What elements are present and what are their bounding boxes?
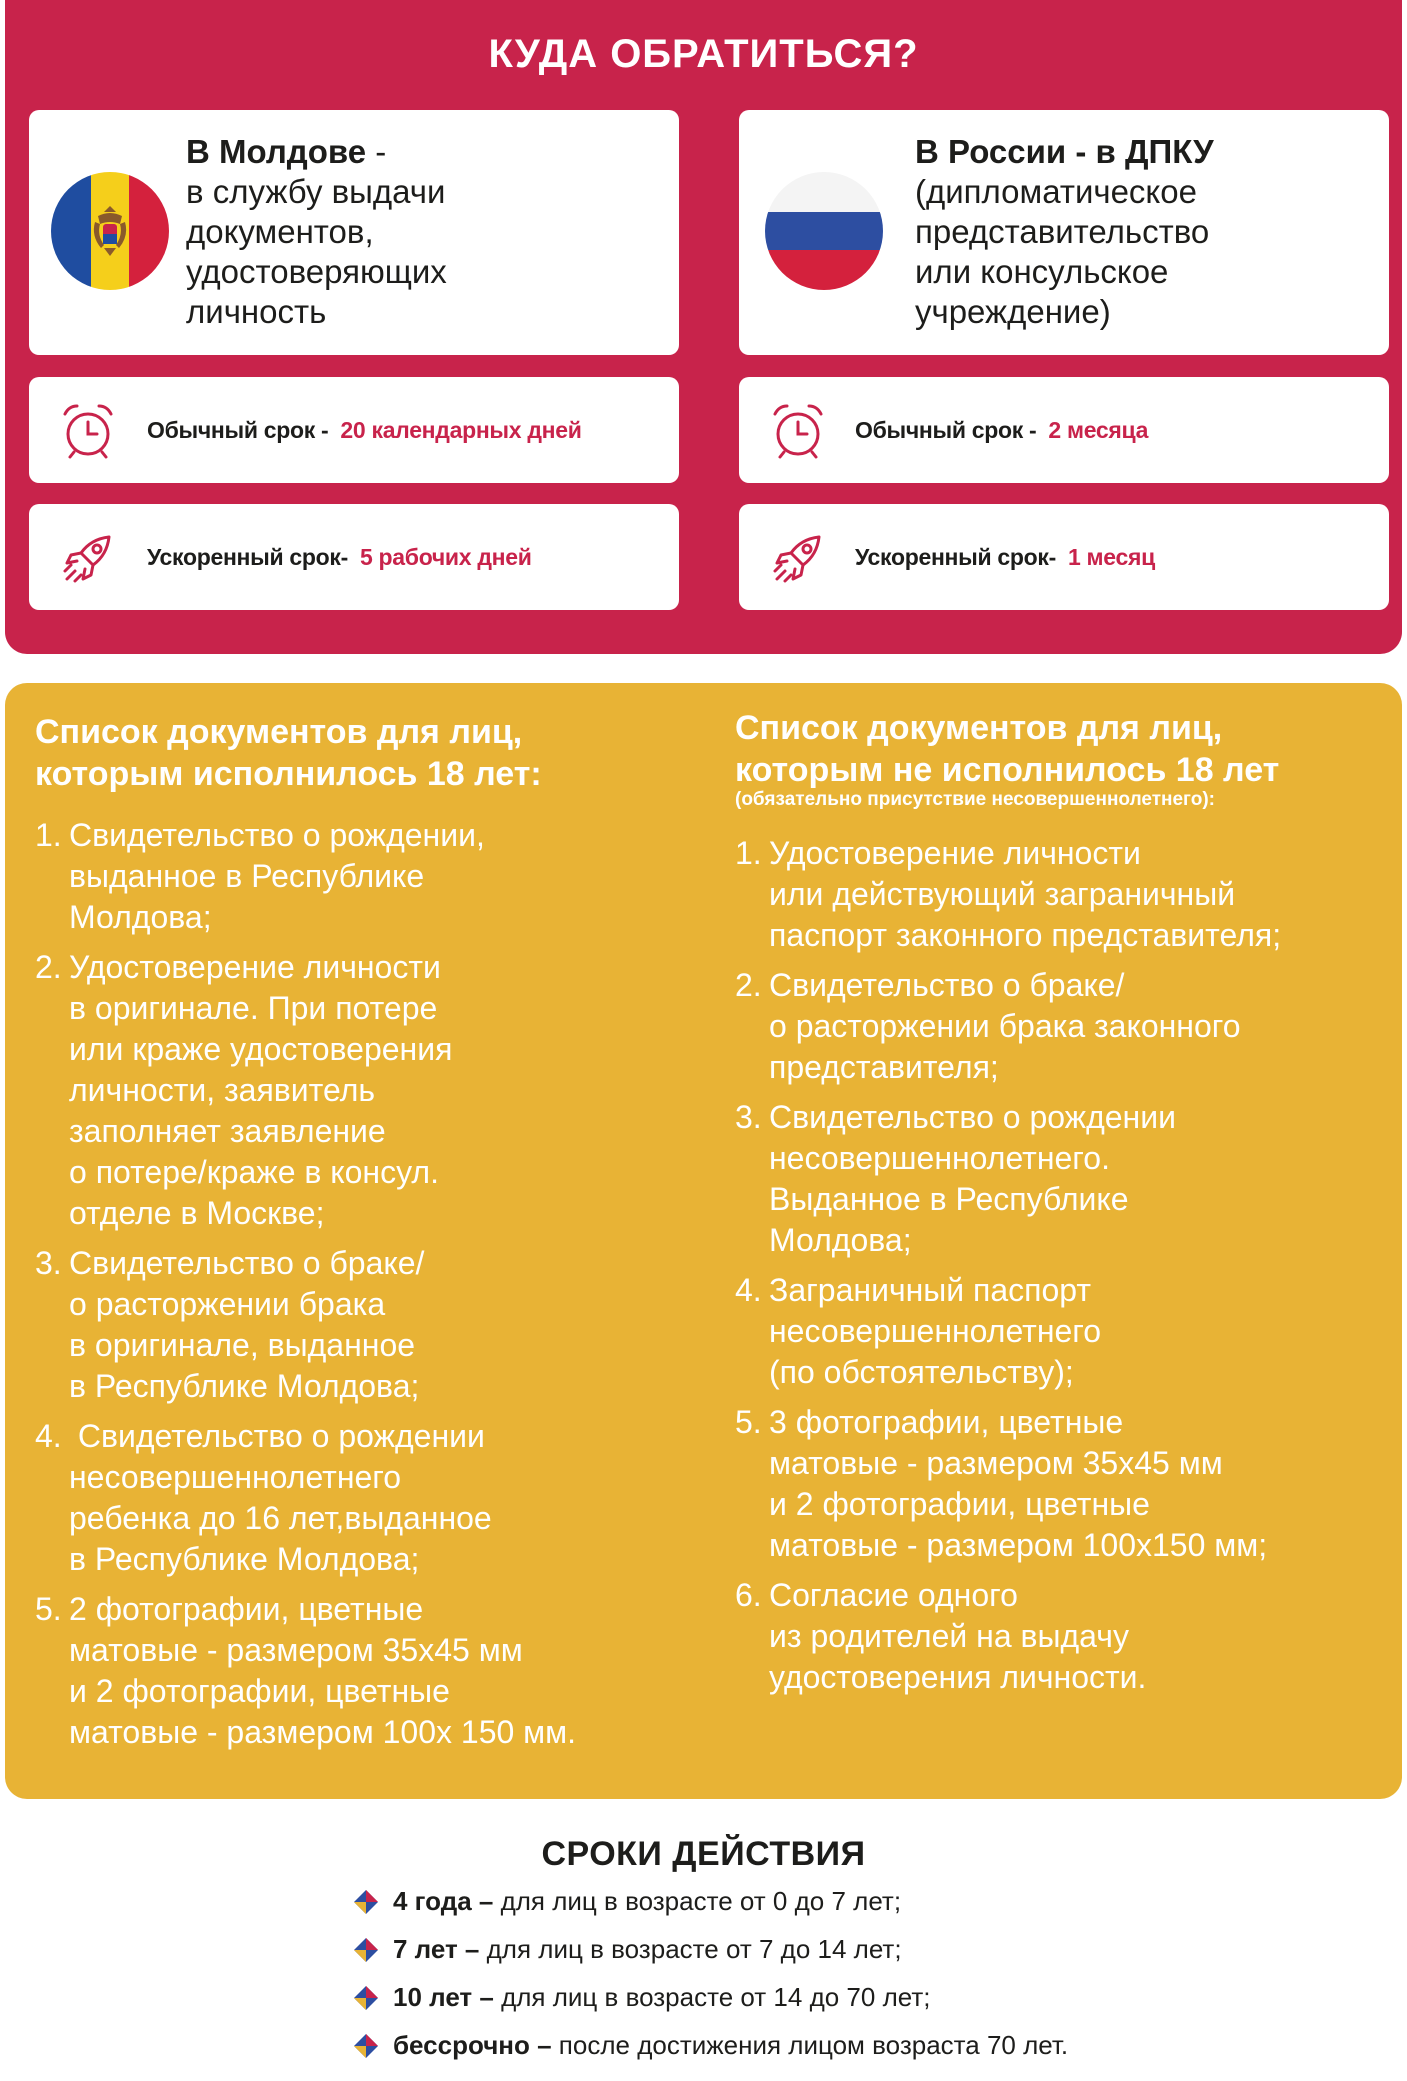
validity-period: 10 лет – xyxy=(393,1982,494,2012)
item-number: 3. xyxy=(735,1099,762,1135)
russia-line: представительство xyxy=(915,213,1210,250)
moldova-normal-term-card xyxy=(29,377,679,483)
moldova-fast-term-card xyxy=(29,504,679,610)
item-line: и 2 фотографии, цветные xyxy=(769,1486,1150,1522)
item-line: матовые - размером 35х45 мм xyxy=(769,1445,1223,1481)
validity-period: 4 года – xyxy=(393,1886,494,1916)
list-item xyxy=(35,1243,675,1407)
item-number: 5. xyxy=(735,1404,762,1440)
term-value: 5 рабочих дней xyxy=(359,543,532,570)
item-line: 3 фотографии, цветные xyxy=(769,1404,1124,1440)
minor-docs-list xyxy=(735,833,1385,1698)
russia-normal-term xyxy=(855,377,1148,483)
moldova-card xyxy=(29,110,679,355)
validity-item xyxy=(353,1934,1068,1982)
item-line: и 2 фотографии, цветные xyxy=(69,1673,450,1709)
heading-line: которым не исполнилось 18 лет xyxy=(735,751,1280,789)
validity-desc: для лиц в возрасте от 7 до 14 лет; xyxy=(479,1934,902,1964)
alarm-clock-icon xyxy=(59,402,117,460)
moldova-dash: - xyxy=(366,133,387,170)
moldova-fast-term xyxy=(147,504,532,610)
term-label: Ускоренный срок- xyxy=(147,543,348,570)
adult-docs-heading xyxy=(35,711,675,795)
russia-where-text xyxy=(915,132,1375,332)
item-line: матовые - размером 100х 150 мм. xyxy=(69,1714,577,1750)
item-line: Свидетельство о рождении xyxy=(769,1099,1176,1135)
russia-fast-term-card xyxy=(739,504,1389,610)
moldova-normal-term xyxy=(147,377,582,483)
item-line: о потере/краже в консул. xyxy=(69,1154,439,1190)
list-item xyxy=(735,1575,1385,1698)
item-line: удостоверения личности. xyxy=(769,1659,1147,1695)
item-number: 2. xyxy=(35,949,62,985)
item-line: 2 фотографии, цветные xyxy=(69,1591,424,1627)
item-line: (по обстоятельству); xyxy=(769,1354,1074,1390)
list-item xyxy=(35,815,675,938)
moldova-line: личность xyxy=(186,293,327,330)
adult-docs-list xyxy=(35,815,675,1753)
item-line: или действующий заграничный xyxy=(769,876,1236,912)
item-line: или краже удостоверения xyxy=(69,1031,453,1067)
minor-docs-note: (обязательно присутствие несовершеннолетнего): xyxy=(735,789,1215,810)
item-line: Молдова; xyxy=(769,1222,912,1258)
diamond-bullet-icon xyxy=(353,1985,379,2011)
rocket-icon xyxy=(59,529,117,587)
item-line: Свидетельство о рождении xyxy=(69,1418,485,1454)
item-line: ребенка до 16 лет,выданное xyxy=(69,1500,492,1536)
item-number: 1. xyxy=(735,835,762,871)
documents-panel xyxy=(5,683,1402,1799)
moldova-country-label: В Молдове xyxy=(186,133,367,170)
item-line: паспорт законного представителя; xyxy=(769,917,1282,953)
list-item xyxy=(735,1270,1385,1393)
item-line: о расторжении брака законного xyxy=(769,1008,1241,1044)
term-label: Обычный срок - xyxy=(855,416,1037,443)
validity-period: бессрочно – xyxy=(393,2030,552,2060)
term-value: 2 месяца xyxy=(1048,416,1149,443)
item-line: Удостоверение личности xyxy=(69,949,441,985)
moldova-flag-icon xyxy=(51,172,169,290)
item-number: 3. xyxy=(35,1245,62,1281)
term-value: 20 календарных дней xyxy=(340,416,582,443)
diamond-bullet-icon xyxy=(353,1889,379,1915)
item-number: 4. xyxy=(735,1272,762,1308)
russia-flag-icon xyxy=(765,172,883,290)
item-line: из родителей на выдачу xyxy=(769,1618,1129,1654)
moldova-line: удостоверяющих xyxy=(186,253,447,290)
item-line: в Республике Молдова; xyxy=(69,1541,420,1577)
term-value: 1 месяц xyxy=(1067,543,1155,570)
moldova-where-text xyxy=(186,132,666,332)
list-item xyxy=(735,1097,1385,1261)
validity-desc: для лиц в возрасте от 14 до 70 лет; xyxy=(493,1982,931,2012)
russia-country-label: В России - в ДПКУ xyxy=(915,133,1214,170)
item-line: о расторжении брака xyxy=(69,1286,386,1322)
where-to-apply-panel xyxy=(5,0,1402,654)
item-line: в Республике Молдова; xyxy=(69,1368,420,1404)
heading-line: Список документов для лиц, xyxy=(735,709,1223,747)
item-line: матовые - размером 100х150 мм; xyxy=(769,1527,1268,1563)
moldova-line: в службу выдачи xyxy=(186,173,446,210)
russia-normal-term-card xyxy=(739,377,1389,483)
minor-documents xyxy=(735,707,1385,1707)
item-number: 6. xyxy=(735,1577,762,1613)
list-item xyxy=(35,1416,675,1580)
list-item xyxy=(735,965,1385,1088)
item-line: в оригинале. При потере xyxy=(69,990,438,1026)
validity-desc: для лиц в возрасте от 0 до 7 лет; xyxy=(493,1886,902,1916)
item-line: Свидетельство о браке/ xyxy=(769,967,1125,1003)
item-line: несовершеннолетнего xyxy=(769,1313,1102,1349)
adult-documents xyxy=(35,711,675,1762)
item-line: выданное в Республике xyxy=(69,858,425,894)
term-label: Обычный срок - xyxy=(147,416,329,443)
validity-item xyxy=(353,1886,1068,1934)
item-line: в оригинале, выданное xyxy=(69,1327,416,1363)
moldova-line: документов, xyxy=(186,213,374,250)
rocket-icon xyxy=(769,529,827,587)
item-number: 5. xyxy=(35,1591,62,1627)
russia-line: учреждение) xyxy=(915,293,1111,330)
heading-line: Список документов для лиц, xyxy=(35,713,523,751)
item-line: матовые - размером 35х45 мм xyxy=(69,1632,523,1668)
item-line: Свидетельство о браке/ xyxy=(69,1245,425,1281)
list-item xyxy=(35,947,675,1234)
item-line: личности, заявитель xyxy=(69,1072,376,1108)
list-item xyxy=(35,1589,675,1753)
diamond-bullet-icon xyxy=(353,2033,379,2059)
item-number: 4. xyxy=(35,1418,62,1454)
validity-item xyxy=(353,1982,1068,2030)
list-item xyxy=(735,833,1385,956)
validity-item xyxy=(353,2030,1068,2078)
list-item xyxy=(735,1402,1385,1566)
item-line: отделе в Москве; xyxy=(69,1195,325,1231)
item-line: Заграничный паспорт xyxy=(769,1272,1092,1308)
diamond-bullet-icon xyxy=(353,1937,379,1963)
item-line: заполняет заявление xyxy=(69,1113,386,1149)
validity-desc: после достижения лицом возраста 70 лет. xyxy=(551,2030,1069,2060)
item-line: Удостоверение личности xyxy=(769,835,1141,871)
russia-line: или консульское xyxy=(915,253,1169,290)
item-line: представителя; xyxy=(769,1049,999,1085)
minor-docs-heading xyxy=(735,707,1385,791)
russia-fast-term xyxy=(855,504,1155,610)
item-number: 1. xyxy=(35,817,62,853)
alarm-clock-icon xyxy=(769,402,827,460)
item-line: Выданное в Республике xyxy=(769,1181,1129,1217)
item-line: Свидетельство о рождении, xyxy=(69,817,485,853)
item-line: несовершеннолетнего xyxy=(69,1459,402,1495)
term-label: Ускоренный срок- xyxy=(855,543,1056,570)
heading-line: которым исполнилось 18 лет: xyxy=(35,755,542,793)
item-line: Молдова; xyxy=(69,899,212,935)
item-line: Согласие одного xyxy=(769,1577,1018,1613)
item-line: несовершеннолетнего. xyxy=(769,1140,1110,1176)
validity-list xyxy=(353,1886,1068,2078)
russia-card xyxy=(739,110,1389,355)
validity-title: СРОКИ ДЕЙСТВИЯ xyxy=(541,1835,866,1873)
where-title: КУДА ОБРАТИТЬСЯ? xyxy=(488,32,919,76)
validity-period: 7 лет – xyxy=(393,1934,480,1964)
russia-line: (дипломатическое xyxy=(915,173,1197,210)
item-number: 2. xyxy=(735,967,762,1003)
